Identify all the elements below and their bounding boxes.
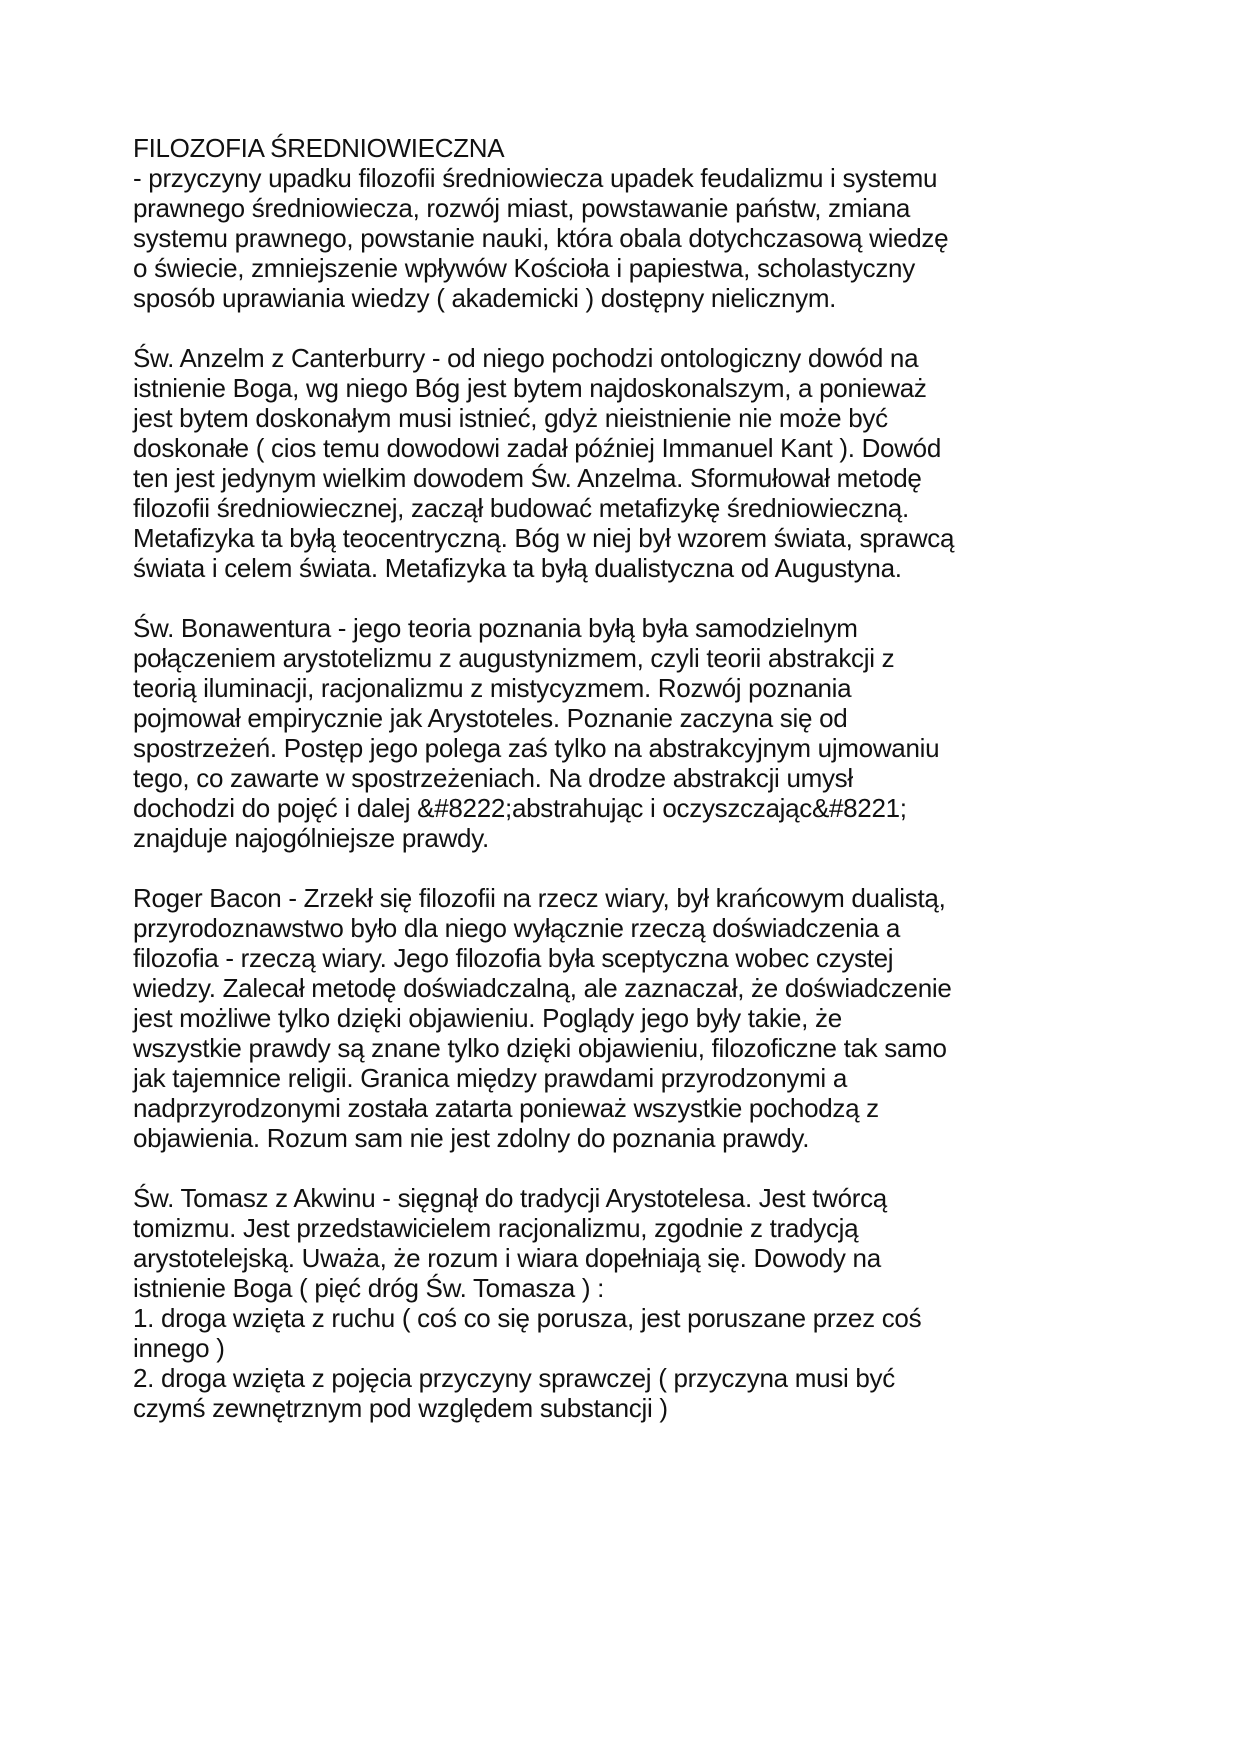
paragraph-roger-bacon [133,883,1133,1153]
list-item: innego ) [133,1333,225,1363]
text-line: - przyczyny upadku filozofii średniowiecza upadek feudalizmu i systemu [133,163,938,193]
paragraph-gap [133,1153,1133,1183]
paragraph-gap [133,583,1133,613]
text-line: objawienia. Rozum sam nie jest zdolny do poznania prawdy. [133,1123,810,1153]
text-line: filozofia - rzeczą wiary. Jego filozofia była sceptyczna wobec czystej [133,943,894,973]
text-line: ten jest jedynym wielkim dowodem Św. Anzelma. Sformułował metodę [133,463,922,493]
text-line: wszystkie prawdy są znane tylko dzięki objawieniu, filozoficzne tak samo [133,1033,947,1063]
text-line: arystotelejską. Uważa, że rozum i wiara dopełniają się. Dowody na [133,1243,881,1273]
text-line: Św. Anzelm z Canterburry - od niego pochodzi ontologiczny dowód na [133,343,919,373]
document-title: FILOZOFIA ŚREDNIOWIECZNA [133,133,505,163]
text-line: teorią iluminacji, racjonalizmu z mistycyzmem. Rozwój poznania [133,673,852,703]
text-line: systemu prawnego, powstanie nauki, która obala dotychczasową wiedzę [133,223,949,253]
text-line: tomizmu. Jest przedstawicielem racjonalizmu, zgodnie z tradycją [133,1213,859,1243]
text-line: świata i celem świata. Metafizyka ta byłą dualistyczna od Augustyna. [133,553,902,583]
text-line: Metafizyka ta byłą teocentryczną. Bóg w niej był wzorem świata, sprawcą [133,523,955,553]
list-item: 2. droga wzięta z pojęcia przyczyny sprawczej ( przyczyna musi być [133,1363,895,1393]
paragraph-bonawentura [133,613,1133,853]
text-line: znajduje najogólniejsze prawdy. [133,823,489,853]
text-line: istnienie Boga ( pięć dróg Św. Tomasza ) : [133,1273,605,1303]
text-line: prawnego średniowiecza, rozwój miast, powstawanie państw, zmiana [133,193,911,223]
text-line: jest bytem doskonałym musi istnieć, gdyż nieistnienie nie może być [133,403,888,433]
text-line: Św. Bonawentura - jego teoria poznania byłą była samodzielnym [133,613,858,643]
text-line: tego, co zawarte w spostrzeżeniach. Na drodze abstrakcji umysł [133,763,853,793]
text-line: pojmował empirycznie jak Arystoteles. Poznanie zaczyna się od [133,703,848,733]
text-line: połączeniem arystotelizmu z augustynizmem, czyli teorii abstrakcji z [133,643,895,673]
text-line: jest możliwe tylko dzięki objawieniu. Poglądy jego były takie, że [133,1003,842,1033]
list-item: 1. droga wzięta z ruchu ( coś co się porusza, jest poruszane przez coś [133,1303,922,1333]
text-line: sposób uprawiania wiedzy ( akademicki ) dostępny nielicznym. [133,283,837,313]
paragraph-gap [133,313,1133,343]
text-line: Św. Tomasz z Akwinu - sięgnął do tradycji Arystotelesa. Jest twórcą [133,1183,887,1213]
paragraph-anzelm [133,343,1133,583]
text-line: o świecie, zmniejszenie wpływów Kościoła i papiestwa, scholastyczny [133,253,915,283]
list-item: czymś zewnętrznym pod względem substancji ) [133,1393,668,1423]
text-line: spostrzeżeń. Postęp jego polega zaś tylko na abstrakcyjnym ujmowaniu [133,733,940,763]
text-line: dochodzi do pojęć i dalej &#8222;abstrahując i oczyszczając&#8221; [133,793,907,823]
text-line: istnienie Boga, wg niego Bóg jest bytem najdoskonalszym, a ponieważ [133,373,927,403]
text-line: doskonałe ( cios temu dowodowi zadał później Immanuel Kant ). Dowód [133,433,942,463]
text-line: nadprzyrodzonymi została zatarta ponieważ wszystkie pochodzą z [133,1093,879,1123]
text-line: przyrodoznawstwo było dla niego wyłącznie rzeczą doświadczenia a [133,913,900,943]
text-line: jak tajemnice religii. Granica między prawdami przyrodzonymi a [133,1063,847,1093]
document-page [133,133,1133,1423]
text-line: wiedzy. Zalecał metodę doświadczalną, ale zaznaczał, że doświadczenie [133,973,952,1003]
paragraph-tomasz [133,1183,1133,1423]
text-line: filozofii średniowiecznej, zaczął budować metafizykę średniowieczną. [133,493,909,523]
paragraph-gap [133,853,1133,883]
text-line: Roger Bacon - Zrzekł się filozofii na rzecz wiary, był krańcowym dualistą, [133,883,946,913]
paragraph-decline-causes [133,163,1133,313]
